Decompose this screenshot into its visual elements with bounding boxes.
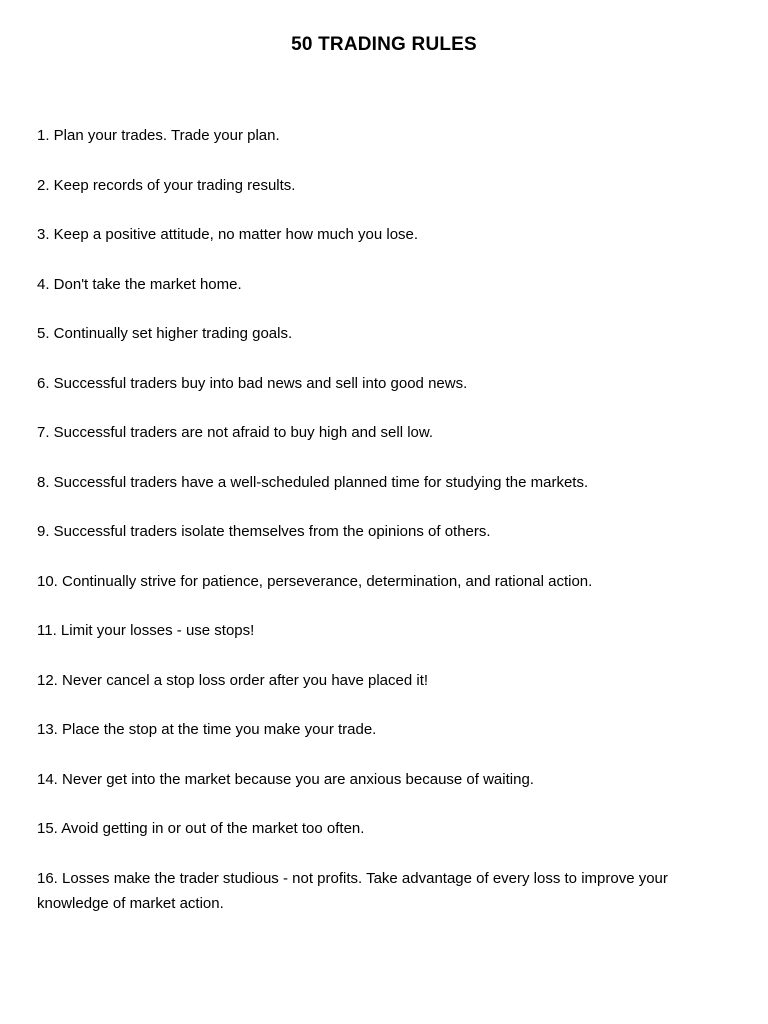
rule-item-1: 1. Plan your trades. Trade your plan. — [37, 127, 280, 144]
rule-item-4: 4. Don't take the market home. — [37, 275, 242, 293]
rule-item-6: 6. Successful traders buy into bad news and sell into good news. — [37, 374, 468, 392]
rule-item-8: 8. Successful traders have a well-scheduled planned time for studying the markets. — [37, 473, 589, 491]
rule-item-13: 13. Place the stop at the time you make your trade. — [37, 721, 377, 738]
rule-item-12: 12. Never cancel a stop loss order after you have placed it! — [37, 671, 429, 689]
rule-item-5: 5. Continually set higher trading goals. — [37, 325, 293, 342]
rule-item-16: 16. Losses make the trader studious - not profits. Take advantage of every loss to improve your knowledge of market action. — [37, 869, 668, 912]
rule-item-9: 9. Successful traders isolate themselves from the opinions of others. — [37, 523, 491, 540]
rule-item-15: 15. Avoid getting in or out of the market too often. — [37, 820, 365, 837]
rule-item-7: 7. Successful traders are not afraid to buy high and sell low. — [37, 424, 434, 441]
rules-list — [37, 123, 709, 916]
rule-item-3: 3. Keep a positive attitude, no matter how much you lose. — [37, 226, 419, 243]
rule-item-10: 10. Continually strive for patience, perseverance, determination, and rational action. — [37, 572, 593, 590]
rule-item-11: 11. Limit your losses - use stops! — [37, 622, 255, 639]
rule-item-14: 14. Never get into the market because you are anxious because of waiting. — [37, 770, 534, 788]
page-title: 50 TRADING RULES — [291, 34, 477, 55]
rule-item-2: 2. Keep records of your trading results. — [37, 176, 296, 194]
